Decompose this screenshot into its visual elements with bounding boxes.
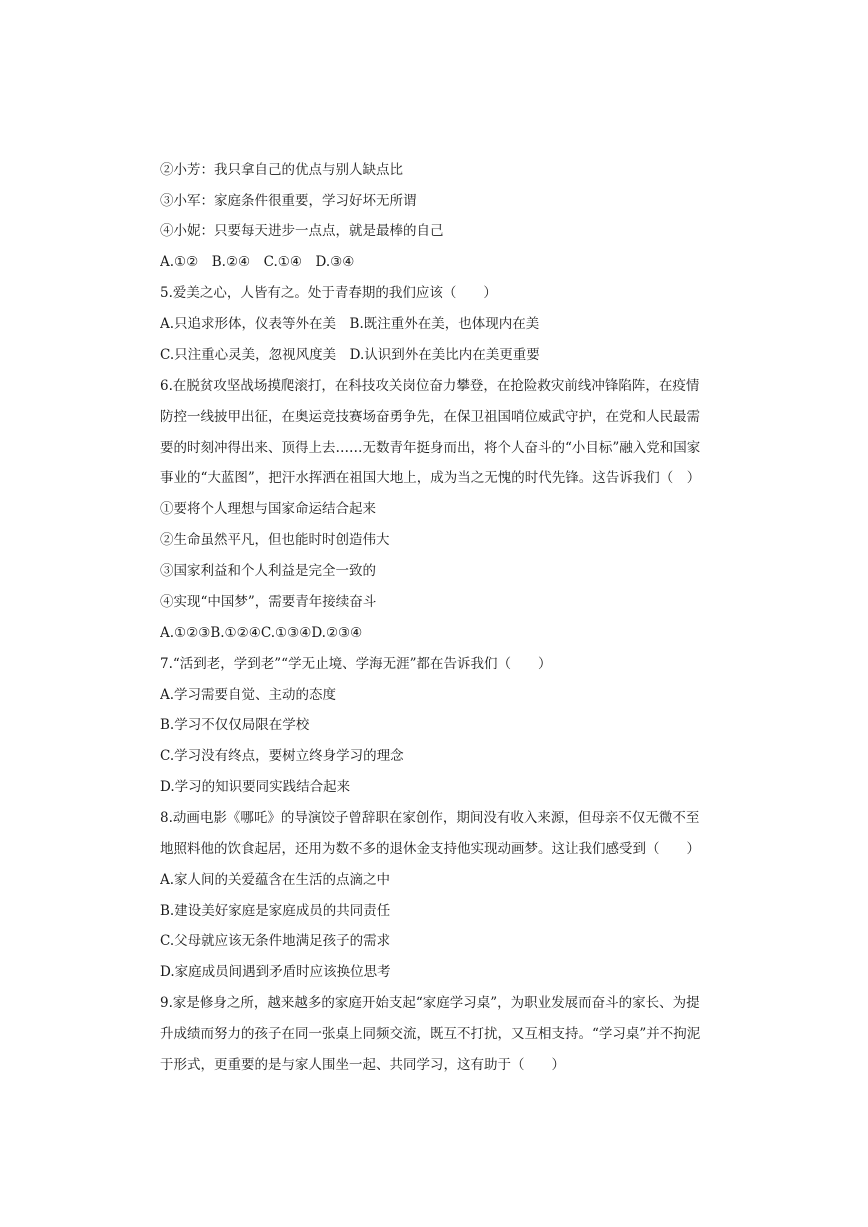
answer-choices: B.学习不仅仅局限在学校 bbox=[160, 717, 310, 733]
answer-choices: A.学习需要自觉、主动的态度 bbox=[160, 687, 337, 703]
question-6: 6.在脱贫攻坚战场摸爬滚打，在科技攻关岗位奋力攀登，在抢险救灾前线冲锋陷阵，在疫情 bbox=[160, 378, 700, 394]
option-line: ②生命虽然平凡，但也能时时创造伟大 bbox=[160, 532, 390, 548]
question-5: 5.爱美之心，人皆有之。处于青春期的我们应该（ ） bbox=[160, 285, 497, 301]
question-8: 8.动画电影《哪吒》的导演饺子曾辞职在家创作，期间没有收入来源，但母亲不仅无微不至 bbox=[160, 810, 700, 826]
answer-choices: A.家人间的关爱蕴含在生活的点滴之中 bbox=[160, 872, 391, 888]
question-7: 7.“活到老，学到老”“学无止境、学海无涯”都在告诉我们（ ） bbox=[160, 656, 552, 672]
answer-choices: C.学习没有终点，要树立终身学习的理念 bbox=[160, 748, 404, 764]
question-6-text: 要的时刻冲得出来、顶得上去……无数青年挺身而出，将个人奋斗的“小目标”融入党和国家 bbox=[160, 440, 701, 456]
answer-choices: A.只追求形体，仪表等外在美 B.既注重外在美，也体现内在美 bbox=[160, 316, 540, 332]
question-9-text: 升成绩而努力的孩子在同一张桌上同频交流，既互不打扰，又互相支持。“学习桌”并不拘泥 bbox=[160, 1026, 701, 1042]
question-6-text: 事业的“大蓝图”，把汗水挥洒在祖国大地上，成为当之无愧的时代先锋。这告诉我们（ ） bbox=[160, 470, 701, 486]
answer-choices: C.只注重心灵美，忽视风度美 D.认识到外在美比内在美更重要 bbox=[160, 347, 540, 363]
question-9-text: 于形式，更重要的是与家人围坐一起、共同学习，这有助于（ ） bbox=[160, 1057, 565, 1073]
answer-choices: D.学习的知识要同实践结合起来 bbox=[160, 779, 351, 795]
option-line: ③小军：家庭条件很重要，学习好坏无所谓 bbox=[160, 193, 417, 209]
answer-choices: B.建设美好家庭是家庭成员的共同责任 bbox=[160, 903, 391, 919]
question-9: 9.家是修身之所，越来越多的家庭开始支起“家庭学习桌”，为职业发展而奋斗的家长、为提 bbox=[160, 995, 700, 1011]
question-8-text: 地照料他的饮食起居，还用为数不多的退休金支持他实现动画梦。这让我们感受到（ ） bbox=[160, 841, 700, 857]
answer-choices: C.父母就应该无条件地满足孩子的需求 bbox=[160, 933, 391, 949]
option-line: ④小妮：只要每天进步一点点，就是最棒的自己 bbox=[160, 223, 444, 239]
answer-choices: A.①②③B.①②④C.①③④D.②③④ bbox=[160, 625, 363, 641]
option-line: ③国家利益和个人利益是完全一致的 bbox=[160, 563, 376, 579]
answer-choices: D.家庭成员间遇到矛盾时应该换位思考 bbox=[160, 964, 391, 980]
answer-choices: A.①② B.②④ C.①④ D.③④ bbox=[160, 254, 355, 270]
question-6-text: 防控一线披甲出征，在奥运竞技赛场奋勇争先，在保卫祖国哨位威武守护，在党和人民最需 bbox=[160, 409, 700, 425]
option-line: ①要将个人理想与国家命运结合起来 bbox=[160, 501, 376, 517]
option-line: ④实现“中国梦”，需要青年接续奋斗 bbox=[160, 594, 377, 610]
option-line: ②小芳：我只拿自己的优点与别人缺点比 bbox=[160, 162, 403, 178]
